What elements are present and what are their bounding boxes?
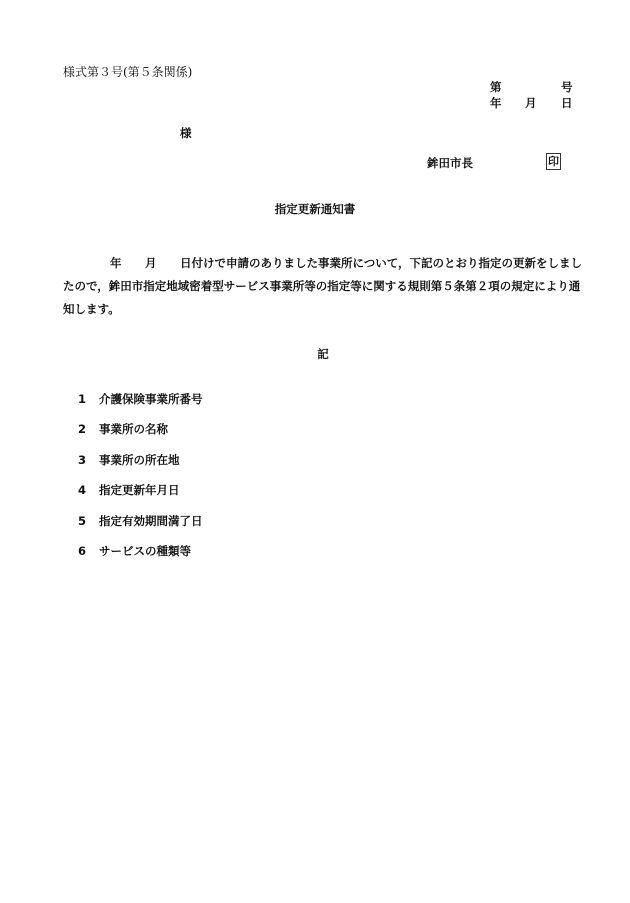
body-month: 月 bbox=[145, 256, 157, 270]
form-reference: 様式第３号(第５条関係) bbox=[63, 65, 193, 79]
doc-date-year: 年 bbox=[490, 96, 502, 110]
item-label: 事業所の所在地 bbox=[99, 453, 180, 467]
seal-mark: 印 bbox=[548, 155, 559, 168]
body-line-3: 知します。 bbox=[63, 302, 120, 316]
body-line-1: 日付けで申請のありました事業所について，下記のとおり指定の更新をしまし bbox=[180, 256, 583, 270]
item-label: 指定更新年月日 bbox=[99, 483, 180, 497]
item-label: 指定有効期間満了日 bbox=[99, 514, 203, 528]
list-item bbox=[78, 391, 203, 407]
list-item bbox=[78, 543, 191, 559]
list-item bbox=[78, 421, 168, 437]
doc-date-month: 月 bbox=[525, 96, 537, 110]
body-line-2: たので，鉾田市指定地域密着型サービス事業所等の指定等に関する規則第５条第２項の規定により通 bbox=[63, 279, 581, 293]
item-number: 5 bbox=[78, 514, 87, 528]
item-number: 2 bbox=[78, 422, 87, 436]
doc-number-suffix: 号 bbox=[561, 80, 573, 94]
item-number: 4 bbox=[78, 483, 87, 497]
issuer-name: 鉾田市長 bbox=[427, 156, 473, 170]
item-number: 6 bbox=[78, 544, 87, 558]
document-title: 指定更新通知書 bbox=[274, 202, 356, 216]
doc-number-prefix: 第 bbox=[490, 80, 502, 94]
item-label: 介護保険事業所番号 bbox=[99, 392, 203, 406]
body-year: 年 bbox=[110, 256, 122, 270]
item-label: サービスの種類等 bbox=[99, 544, 191, 558]
doc-date-day: 日 bbox=[561, 96, 573, 110]
ki-heading: 記 bbox=[317, 347, 329, 361]
item-number: 3 bbox=[78, 453, 87, 467]
addressee-suffix: 様 bbox=[180, 126, 192, 140]
list-item bbox=[78, 482, 180, 498]
item-number: 1 bbox=[78, 392, 87, 406]
list-item bbox=[78, 513, 203, 529]
list-item bbox=[78, 452, 180, 468]
item-label: 事業所の名称 bbox=[99, 422, 168, 436]
